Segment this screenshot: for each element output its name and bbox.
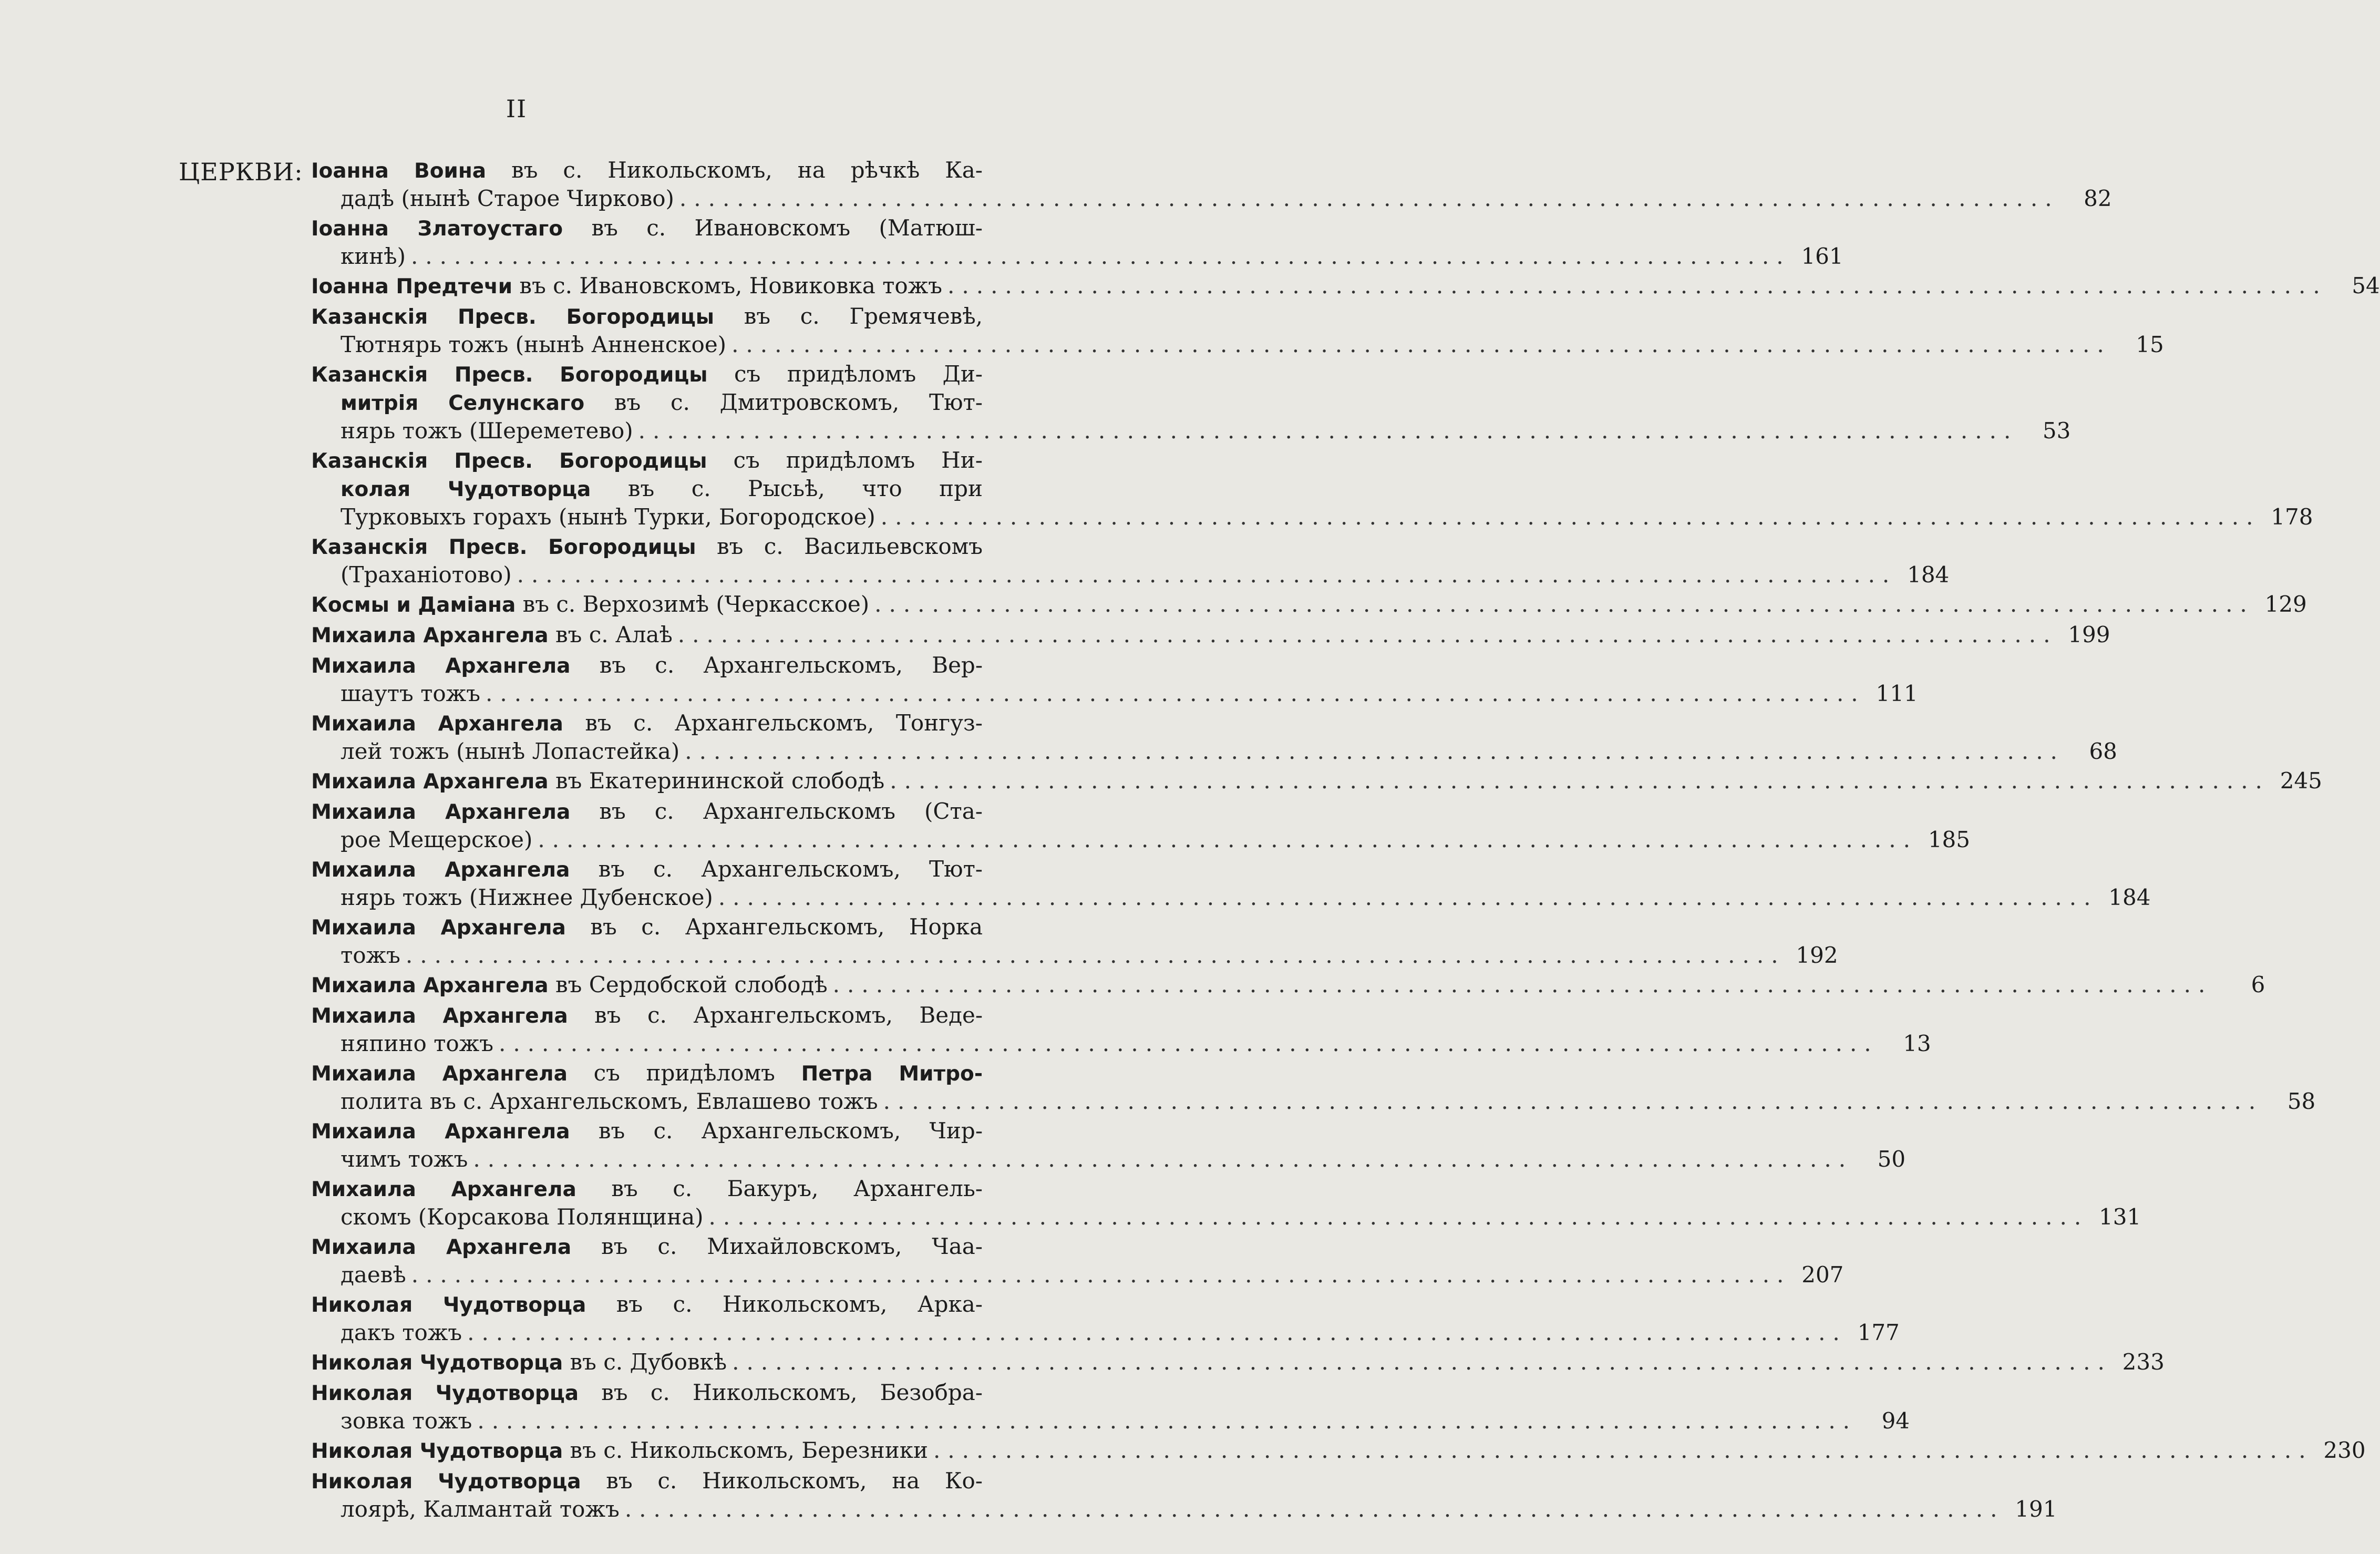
entry-text: въ с. Васильевскомъ bbox=[696, 533, 983, 559]
entry-text: въ с. Верхозимѣ (Черкасское) bbox=[516, 591, 870, 617]
leader-dots: ................................................................................................ bbox=[467, 1320, 1847, 1345]
church-name: Николая Чудотворца bbox=[311, 1382, 579, 1405]
entry-text: въ с. Архангельскомъ, Тонгуз- bbox=[563, 710, 983, 736]
index-entry bbox=[311, 652, 1918, 707]
page-ref: 15 bbox=[2136, 332, 2164, 357]
entry-text: съ придѣломъ Ни- bbox=[707, 447, 983, 473]
entry-line bbox=[311, 1175, 983, 1203]
page-ref: 192 bbox=[1796, 942, 1838, 968]
page-ref: 233 bbox=[2122, 1349, 2165, 1375]
page-ref: 68 bbox=[2089, 738, 2117, 764]
page-ref: 245 bbox=[2280, 768, 2322, 794]
index-entry bbox=[311, 1467, 2057, 1523]
entry-line bbox=[311, 503, 2313, 531]
entry-line bbox=[311, 767, 2322, 796]
entry-text: въ с. Ивановскомъ (Матюш- bbox=[563, 215, 983, 241]
entry-line bbox=[311, 1030, 1931, 1057]
entry-line bbox=[311, 272, 2380, 301]
index-entry bbox=[311, 1117, 1906, 1173]
entry-line bbox=[311, 1407, 1910, 1435]
page-ref: 178 bbox=[2271, 504, 2313, 530]
entry-text: рое Мещерское) bbox=[341, 827, 533, 852]
entry-text: въ с. Дмитровскомъ, Тют- bbox=[584, 389, 983, 415]
page-ref: 54 bbox=[2352, 273, 2380, 299]
page-ref: 111 bbox=[1876, 681, 1918, 706]
leader-dots: ................................................................................................ bbox=[405, 942, 1786, 968]
section-label: ЦЕРКВИ: bbox=[179, 158, 303, 186]
entry-line bbox=[311, 1088, 2316, 1115]
index-entry bbox=[311, 214, 1843, 270]
entry-line bbox=[311, 533, 983, 561]
index-entry bbox=[311, 1002, 1931, 1057]
church-name: Михаила Архангела bbox=[311, 712, 563, 736]
entry-text: въ с. Никольскомъ, на рѣчкѣ Ка- bbox=[486, 157, 983, 183]
leader-dots: ................................................................................................ bbox=[890, 768, 2270, 794]
index-entry bbox=[311, 767, 2322, 796]
index-entry bbox=[311, 361, 2071, 445]
page-ref: 129 bbox=[2264, 591, 2307, 617]
church-name: Николая Чудотворца bbox=[311, 1439, 563, 1463]
entry-text: съ придѣломъ Ди- bbox=[707, 361, 983, 387]
entry-line bbox=[311, 826, 1970, 853]
index-entry bbox=[311, 1175, 2141, 1231]
entry-text: дакъ тожъ bbox=[341, 1320, 462, 1345]
entry-line bbox=[311, 243, 1843, 270]
page-ref: 161 bbox=[1801, 243, 1843, 269]
leader-dots: ................................................................................................ bbox=[486, 681, 1866, 706]
index-entry bbox=[311, 798, 1970, 853]
entry-line bbox=[311, 157, 983, 185]
page-ref: 207 bbox=[1801, 1262, 1844, 1288]
entry-line bbox=[311, 1319, 1900, 1346]
entry-line bbox=[311, 361, 983, 389]
index-entry bbox=[311, 157, 2112, 212]
church-name: Михаила Архангела bbox=[311, 916, 566, 940]
entry-line bbox=[311, 652, 983, 680]
entry-line bbox=[311, 1002, 983, 1030]
entry-text: въ с. Никольскомъ, Арка- bbox=[586, 1291, 983, 1317]
index-entry bbox=[311, 447, 2313, 531]
leader-dots: ................................................................................................ bbox=[679, 186, 2059, 211]
church-name: Казанскія Пресв. Богородицы bbox=[311, 449, 707, 473]
entry-text: чимъ тожъ bbox=[341, 1146, 468, 1172]
entry-text: въ с. Рысьѣ, что при bbox=[591, 476, 983, 501]
leader-dots: ................................................................................................ bbox=[638, 418, 2018, 444]
page-number: II bbox=[506, 95, 528, 123]
entry-line bbox=[311, 884, 2151, 911]
entry-text: въ с. Ивановскомъ, Новиковка тожъ bbox=[512, 273, 943, 299]
entry-line bbox=[311, 709, 983, 738]
church-name: Михаила Архангела bbox=[311, 974, 549, 997]
church-name: Іоанна Златоустаго bbox=[311, 217, 563, 241]
entry-line bbox=[311, 942, 1838, 969]
leader-dots: ................................................................................................ bbox=[732, 1349, 2112, 1375]
leader-dots: ................................................................................................ bbox=[624, 1496, 2005, 1522]
entry-line bbox=[311, 971, 2265, 1000]
entry-line bbox=[311, 1261, 1844, 1289]
entry-line bbox=[311, 331, 2164, 358]
entry-line bbox=[311, 1146, 1906, 1173]
entry-text: въ с. Никольскомъ, Безобра- bbox=[579, 1380, 983, 1405]
page-ref: 94 bbox=[1881, 1408, 1910, 1434]
church-name: Николая Чудотворца bbox=[311, 1293, 586, 1317]
church-name: Михаила Архангела bbox=[311, 1178, 576, 1201]
entry-text: въ с. Архангельскомъ, Вер- bbox=[570, 652, 983, 678]
entry-line bbox=[311, 1437, 2366, 1465]
entry-line bbox=[311, 1117, 983, 1146]
entry-line bbox=[311, 591, 2307, 619]
entry-line bbox=[311, 417, 2071, 445]
leader-dots: ................................................................................................ bbox=[410, 243, 1791, 269]
entry-line bbox=[311, 913, 983, 942]
index-entry bbox=[311, 533, 1950, 589]
entry-text: тожъ bbox=[341, 942, 400, 968]
page-ref: 82 bbox=[2084, 186, 2112, 211]
page-ref: 58 bbox=[2287, 1088, 2316, 1114]
leader-dots: ................................................................................................ bbox=[880, 504, 2261, 530]
page-ref: 185 bbox=[1928, 827, 1970, 852]
chapel-name: Петра Митро- bbox=[801, 1062, 983, 1086]
entry-line bbox=[311, 1467, 983, 1496]
church-name: Михаила Архангела bbox=[311, 858, 570, 882]
entry-line bbox=[311, 1203, 2141, 1231]
entry-text: въ с. Никольскомъ, Березники bbox=[563, 1437, 928, 1463]
index-entry bbox=[311, 1233, 1844, 1289]
entry-text: Турковыхъ горахъ (нынѣ Турки, Богородское) bbox=[341, 504, 875, 530]
index-entry bbox=[311, 709, 2117, 765]
leader-dots: ................................................................................................ bbox=[874, 591, 2254, 617]
entry-text: въ с. Алаѣ bbox=[548, 622, 673, 647]
entry-line bbox=[311, 738, 2117, 765]
church-name: Михаила Архангела bbox=[311, 624, 549, 647]
entry-text: даевѣ bbox=[341, 1262, 406, 1288]
page-ref: 199 bbox=[2068, 622, 2110, 647]
entry-text: шаутъ тожъ bbox=[341, 681, 480, 706]
entry-text: нярь тожъ (Шереметево) bbox=[341, 418, 633, 444]
page-ref: 191 bbox=[2015, 1496, 2057, 1522]
index-entry bbox=[311, 1379, 1910, 1435]
church-name: Михаила Архангела bbox=[311, 770, 549, 794]
page-ref: 131 bbox=[2099, 1204, 2141, 1230]
page-ref: 6 bbox=[2251, 972, 2265, 997]
page-ref: 184 bbox=[2108, 884, 2151, 910]
church-name: Михаила Архангела bbox=[311, 1062, 568, 1086]
entry-text: въ с. Гремячевѣ, bbox=[714, 303, 983, 329]
entry-text: въ с. Архангельскомъ (Ста- bbox=[570, 798, 983, 824]
entry-line bbox=[311, 303, 983, 331]
entry-line bbox=[311, 561, 1950, 589]
entry-line bbox=[311, 680, 1918, 707]
leader-dots: ................................................................................................ bbox=[731, 332, 2111, 357]
leader-dots: ................................................................................................ bbox=[933, 1437, 2313, 1463]
church-name: Казанскія Пресв. Богородицы bbox=[311, 305, 714, 329]
index-entry bbox=[311, 971, 2265, 1000]
leader-dots: ................................................................................................ bbox=[708, 1204, 2089, 1230]
page-ref: 53 bbox=[2042, 418, 2071, 444]
index-entry bbox=[311, 591, 2307, 619]
leader-dots: ................................................................................................ bbox=[477, 1408, 1858, 1434]
entry-text: въ с. Никольскомъ, на Ко- bbox=[581, 1468, 983, 1494]
entry-text: съ придѣломъ bbox=[567, 1060, 801, 1086]
leader-dots: ................................................................................................ bbox=[473, 1146, 1853, 1172]
entry-text: лей тожъ (нынѣ Лопастейка) bbox=[341, 738, 680, 764]
entry-line bbox=[311, 214, 983, 243]
page-ref: 230 bbox=[2323, 1437, 2366, 1463]
entry-line bbox=[311, 856, 983, 884]
index-list bbox=[311, 157, 2380, 1525]
church-name: Михаила Архангела bbox=[311, 1120, 570, 1144]
page-ref: 13 bbox=[1903, 1031, 1931, 1056]
entry-text: нярь тожъ (Нижнее Дубенское) bbox=[341, 884, 713, 910]
entry-text: лоярѣ, Калмантай тожъ bbox=[341, 1496, 620, 1522]
entry-text: въ с. Дубовкѣ bbox=[563, 1349, 727, 1375]
entry-line bbox=[311, 621, 2110, 650]
entry-text: кинѣ) bbox=[341, 243, 406, 269]
entry-line bbox=[311, 1496, 2057, 1523]
church-name: Михаила Архангела bbox=[311, 1004, 568, 1028]
index-entry bbox=[311, 1437, 2366, 1465]
index-entry bbox=[311, 621, 2110, 650]
leader-dots: ................................................................................................ bbox=[538, 827, 1918, 852]
entry-text: въ с. Архангельскомъ, Чир- bbox=[570, 1118, 983, 1144]
entry-text: въ с. Архангельскомъ, Норка bbox=[565, 914, 983, 940]
church-name: Казанскія Пресв. Богородицы bbox=[311, 363, 708, 387]
index-entry bbox=[311, 1291, 1900, 1346]
entry-text: въ Сердобской слободѣ bbox=[548, 972, 828, 997]
church-name: Іоанна Воина bbox=[311, 159, 487, 183]
entry-line bbox=[311, 185, 2112, 212]
entry-text: няпино тожъ bbox=[341, 1031, 493, 1056]
leader-dots: ................................................................................................ bbox=[832, 972, 2213, 997]
page-ref: 177 bbox=[1857, 1320, 1900, 1345]
leader-dots: ................................................................................................ bbox=[718, 884, 2098, 910]
entry-text: въ с. Архангельскомъ, Тют- bbox=[570, 856, 983, 882]
index-entry bbox=[311, 1059, 2316, 1115]
entry-line bbox=[311, 447, 983, 475]
entry-text: скомъ (Корсакова Полянщина) bbox=[341, 1204, 704, 1230]
index-entry bbox=[311, 303, 2164, 358]
church-name: Казанскія Пресв. Богородицы bbox=[311, 536, 696, 559]
entry-line bbox=[311, 1349, 2165, 1377]
entry-line bbox=[311, 1291, 983, 1319]
entry-text: зовка тожъ bbox=[341, 1408, 472, 1434]
entry-line bbox=[311, 475, 983, 503]
church-name: Михаила Архангела bbox=[311, 654, 571, 678]
church-name: Космы и Даміана bbox=[311, 593, 516, 617]
leader-dots: ................................................................................................ bbox=[499, 1031, 1879, 1056]
church-name: Михаила Архангела bbox=[311, 1236, 572, 1259]
entry-text: въ с. Бакуръ, Архангель- bbox=[576, 1176, 983, 1201]
leader-dots: ................................................................................................ bbox=[677, 622, 2058, 647]
entry-text: въ с. Архангельскомъ, Веде- bbox=[568, 1002, 983, 1028]
chapel-name: колая Чудотворца bbox=[341, 478, 591, 501]
leader-dots: ................................................................................................ bbox=[685, 738, 2065, 764]
index-entry bbox=[311, 272, 2380, 301]
index-entry bbox=[311, 1349, 2165, 1377]
entry-line bbox=[311, 1233, 983, 1261]
index-entry bbox=[311, 913, 1838, 969]
entry-line bbox=[311, 389, 983, 417]
entry-text: Тютнярь тожъ (нынѣ Анненское) bbox=[341, 332, 727, 357]
leader-dots: ................................................................................................ bbox=[883, 1088, 2263, 1114]
index-entry bbox=[311, 856, 2151, 911]
leader-dots: ................................................................................................ bbox=[517, 562, 1897, 588]
chapel-name: митрія Селунскаго bbox=[341, 392, 585, 415]
entry-text: въ Екатерининской слободѣ bbox=[548, 768, 885, 794]
entry-text: полита въ с. Архангельскомъ, Евлашево тожъ bbox=[341, 1088, 878, 1114]
entry-line bbox=[311, 1059, 983, 1088]
church-name: Николая Чудотворца bbox=[311, 1470, 581, 1494]
church-name: Михаила Архангела bbox=[311, 800, 571, 824]
entry-text: въ с. Михайловскомъ, Чаа- bbox=[571, 1233, 983, 1259]
entry-line bbox=[311, 1379, 983, 1407]
leader-dots: ................................................................................................ bbox=[411, 1262, 1791, 1288]
church-name: Николая Чудотворца bbox=[311, 1351, 563, 1375]
entry-text: (Траханіотово) bbox=[341, 562, 512, 588]
church-name: Іоанна Предтечи bbox=[311, 275, 513, 299]
page-ref: 50 bbox=[1877, 1146, 1906, 1172]
page-ref: 184 bbox=[1907, 562, 1950, 588]
entry-line bbox=[311, 798, 983, 826]
leader-dots: ................................................................................................ bbox=[947, 273, 2327, 299]
entry-text: дадѣ (нынѣ Старое Чирково) bbox=[341, 186, 674, 211]
